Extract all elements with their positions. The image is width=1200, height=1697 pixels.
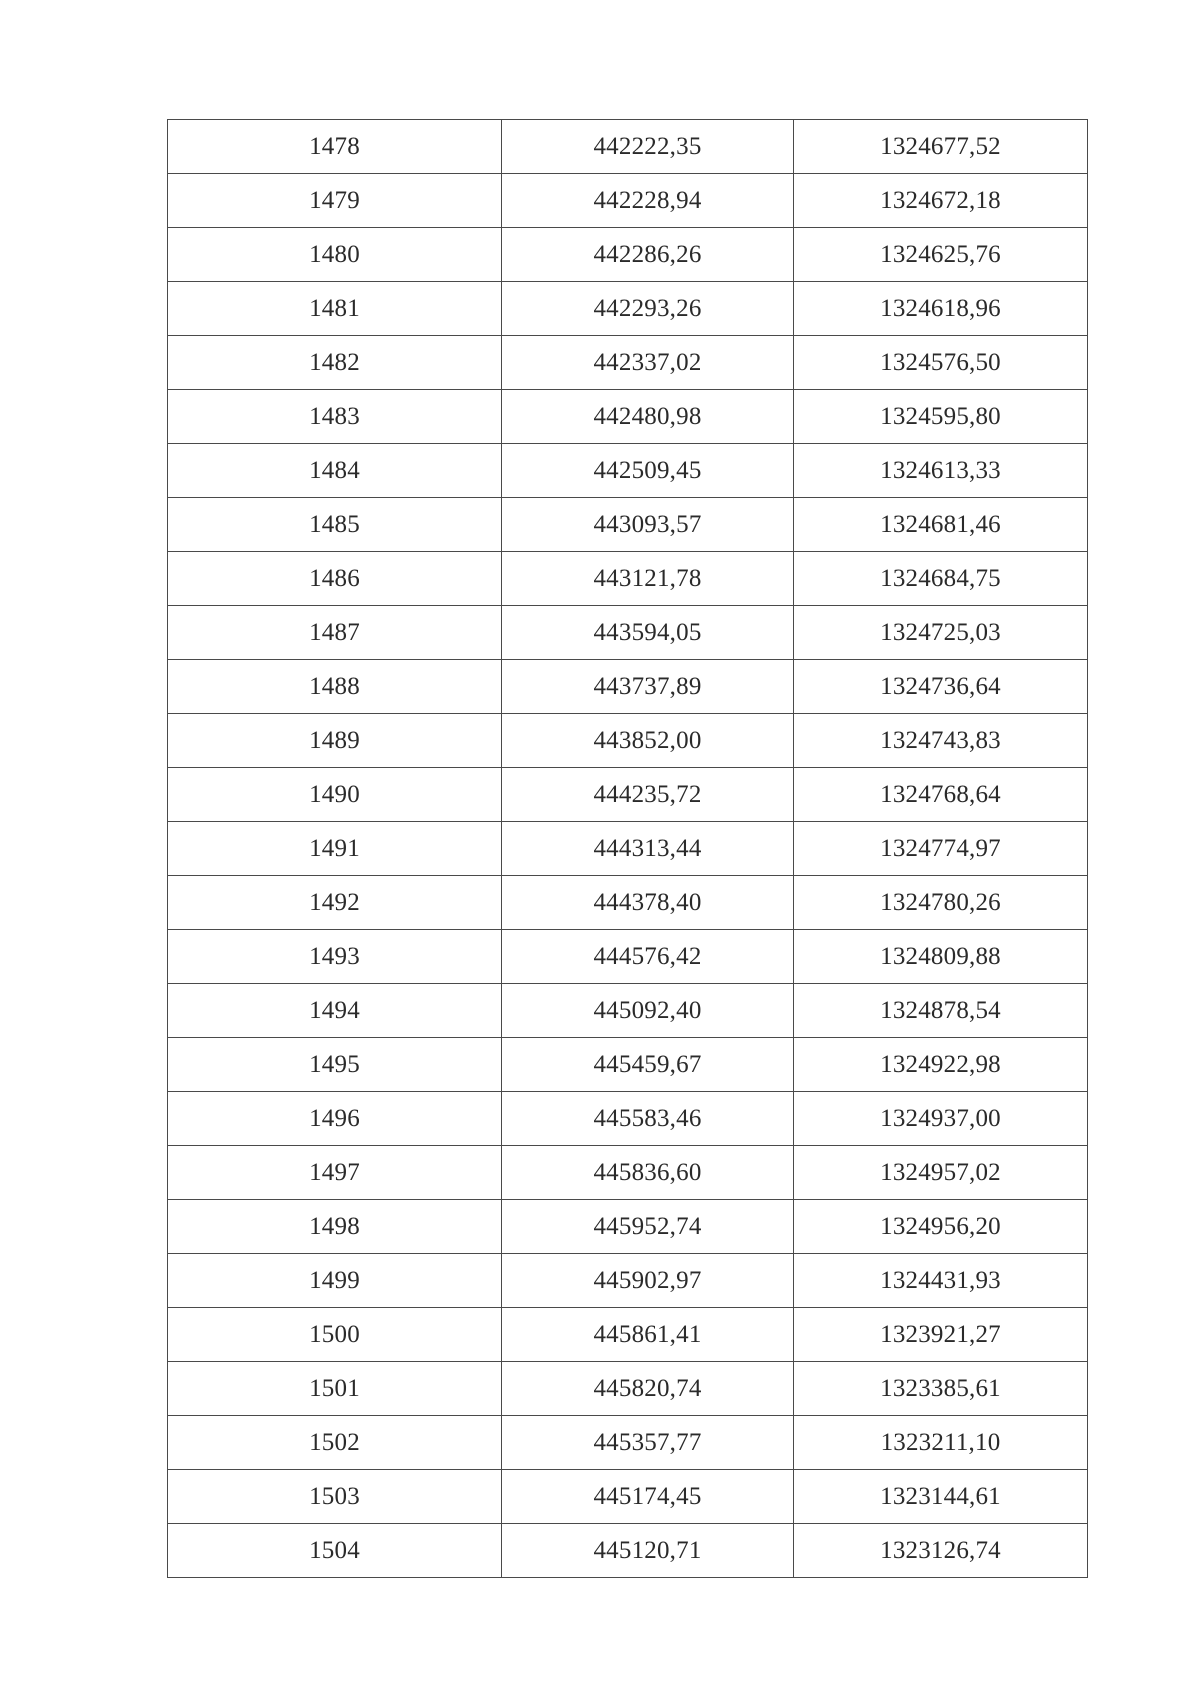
point-number-cell: 1496	[168, 1092, 502, 1146]
y-coordinate-cell: 1324595,80	[794, 390, 1088, 444]
point-number-cell: 1488	[168, 660, 502, 714]
x-coordinate-cell: 445092,40	[502, 984, 794, 1038]
y-coordinate-cell: 1324677,52	[794, 120, 1088, 174]
point-number-cell: 1489	[168, 714, 502, 768]
x-coordinate-cell: 443737,89	[502, 660, 794, 714]
point-number-cell: 1481	[168, 282, 502, 336]
point-number-cell: 1490	[168, 768, 502, 822]
point-number-cell: 1485	[168, 498, 502, 552]
x-coordinate-cell: 444378,40	[502, 876, 794, 930]
x-coordinate-cell: 445459,67	[502, 1038, 794, 1092]
x-coordinate-cell: 445174,45	[502, 1470, 794, 1524]
table-row	[168, 282, 1088, 336]
x-coordinate-cell: 445836,60	[502, 1146, 794, 1200]
x-coordinate-cell: 445120,71	[502, 1524, 794, 1578]
y-coordinate-cell: 1324743,83	[794, 714, 1088, 768]
x-coordinate-cell: 442509,45	[502, 444, 794, 498]
x-coordinate-cell: 443852,00	[502, 714, 794, 768]
point-number-cell: 1499	[168, 1254, 502, 1308]
point-number-cell: 1492	[168, 876, 502, 930]
point-number-cell: 1486	[168, 552, 502, 606]
y-coordinate-cell: 1323126,74	[794, 1524, 1088, 1578]
y-coordinate-cell: 1324684,75	[794, 552, 1088, 606]
table-row	[168, 552, 1088, 606]
point-number-cell: 1497	[168, 1146, 502, 1200]
x-coordinate-cell: 444235,72	[502, 768, 794, 822]
y-coordinate-cell: 1324878,54	[794, 984, 1088, 1038]
y-coordinate-cell: 1324576,50	[794, 336, 1088, 390]
x-coordinate-cell: 442286,26	[502, 228, 794, 282]
y-coordinate-cell: 1324431,93	[794, 1254, 1088, 1308]
x-coordinate-cell: 445820,74	[502, 1362, 794, 1416]
x-coordinate-cell: 445583,46	[502, 1092, 794, 1146]
table-row	[168, 1092, 1088, 1146]
point-number-cell: 1501	[168, 1362, 502, 1416]
table-row	[168, 444, 1088, 498]
point-number-cell: 1504	[168, 1524, 502, 1578]
point-number-cell: 1494	[168, 984, 502, 1038]
x-coordinate-cell: 442337,02	[502, 336, 794, 390]
x-coordinate-cell: 442222,35	[502, 120, 794, 174]
table-row	[168, 1254, 1088, 1308]
table-row	[168, 984, 1088, 1038]
table-row	[168, 1038, 1088, 1092]
y-coordinate-cell: 1324922,98	[794, 1038, 1088, 1092]
table-row	[168, 1416, 1088, 1470]
point-number-cell: 1491	[168, 822, 502, 876]
x-coordinate-cell: 443594,05	[502, 606, 794, 660]
x-coordinate-cell: 444313,44	[502, 822, 794, 876]
x-coordinate-cell: 445861,41	[502, 1308, 794, 1362]
table-row	[168, 606, 1088, 660]
point-number-cell: 1478	[168, 120, 502, 174]
point-number-cell: 1495	[168, 1038, 502, 1092]
x-coordinate-cell: 443121,78	[502, 552, 794, 606]
x-coordinate-cell: 445952,74	[502, 1200, 794, 1254]
point-number-cell: 1487	[168, 606, 502, 660]
y-coordinate-cell: 1324725,03	[794, 606, 1088, 660]
table-row	[168, 1146, 1088, 1200]
y-coordinate-cell: 1323211,10	[794, 1416, 1088, 1470]
table-row	[168, 660, 1088, 714]
y-coordinate-cell: 1324613,33	[794, 444, 1088, 498]
table-row	[168, 1524, 1088, 1578]
x-coordinate-cell: 442228,94	[502, 174, 794, 228]
x-coordinate-cell: 444576,42	[502, 930, 794, 984]
table-row	[168, 390, 1088, 444]
point-number-cell: 1503	[168, 1470, 502, 1524]
table-row	[168, 336, 1088, 390]
point-number-cell: 1500	[168, 1308, 502, 1362]
point-number-cell: 1484	[168, 444, 502, 498]
table-row	[168, 876, 1088, 930]
point-number-cell: 1502	[168, 1416, 502, 1470]
table-row	[168, 930, 1088, 984]
x-coordinate-cell: 445902,97	[502, 1254, 794, 1308]
y-coordinate-cell: 1324681,46	[794, 498, 1088, 552]
table-row	[168, 822, 1088, 876]
table-row	[168, 714, 1088, 768]
x-coordinate-cell: 442480,98	[502, 390, 794, 444]
y-coordinate-cell: 1323385,61	[794, 1362, 1088, 1416]
x-coordinate-cell: 443093,57	[502, 498, 794, 552]
table-row	[168, 1470, 1088, 1524]
coordinates-table-body	[168, 120, 1088, 1578]
y-coordinate-cell: 1324768,64	[794, 768, 1088, 822]
point-number-cell: 1482	[168, 336, 502, 390]
table-row	[168, 1200, 1088, 1254]
point-number-cell: 1483	[168, 390, 502, 444]
table-row	[168, 1362, 1088, 1416]
y-coordinate-cell: 1324780,26	[794, 876, 1088, 930]
coordinates-table	[167, 119, 1088, 1578]
y-coordinate-cell: 1323144,61	[794, 1470, 1088, 1524]
x-coordinate-cell: 445357,77	[502, 1416, 794, 1470]
y-coordinate-cell: 1324625,76	[794, 228, 1088, 282]
table-row	[168, 174, 1088, 228]
table-row	[168, 1308, 1088, 1362]
table-row	[168, 498, 1088, 552]
y-coordinate-cell: 1324736,64	[794, 660, 1088, 714]
y-coordinate-cell: 1324618,96	[794, 282, 1088, 336]
y-coordinate-cell: 1323921,27	[794, 1308, 1088, 1362]
point-number-cell: 1480	[168, 228, 502, 282]
point-number-cell: 1498	[168, 1200, 502, 1254]
y-coordinate-cell: 1324937,00	[794, 1092, 1088, 1146]
x-coordinate-cell: 442293,26	[502, 282, 794, 336]
table-row	[168, 768, 1088, 822]
point-number-cell: 1493	[168, 930, 502, 984]
table-row	[168, 228, 1088, 282]
point-number-cell: 1479	[168, 174, 502, 228]
y-coordinate-cell: 1324672,18	[794, 174, 1088, 228]
y-coordinate-cell: 1324774,97	[794, 822, 1088, 876]
y-coordinate-cell: 1324956,20	[794, 1200, 1088, 1254]
table-row	[168, 120, 1088, 174]
y-coordinate-cell: 1324809,88	[794, 930, 1088, 984]
y-coordinate-cell: 1324957,02	[794, 1146, 1088, 1200]
